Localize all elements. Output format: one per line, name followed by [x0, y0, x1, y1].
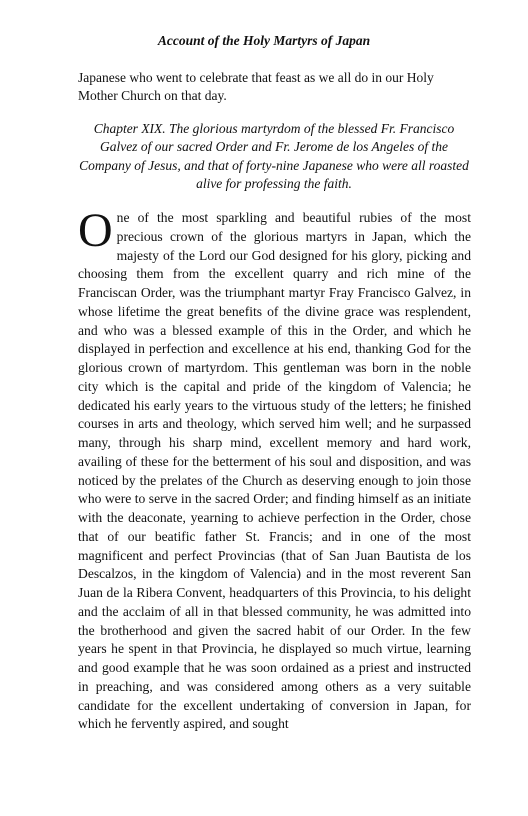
- drop-cap: O: [78, 204, 113, 257]
- chapter-heading: Chapter XIX. The glorious martyrdom of the blessed Fr. Francisco Galvez of our sacred Order and Fr. Jerome de los Angeles of the Company of Jesus, and that of forty-nine Japanese who were all roasted alive for professing the faith.: [79, 121, 469, 191]
- running-head: Account of the Holy Martyrs of Japan: [157, 33, 371, 48]
- intro-paragraph: Japanese who went to celebrate that feast as we all do in our Holy Mother Church on that day.: [78, 70, 434, 103]
- body-paragraph: [78, 204, 471, 734]
- body-text: ne of the most sparkling and beautiful rubies of the most precious crown of the glorious martyrs in Japan, which the majesty of the Lord our God designed for his glory, picking and choosing them from the excellent quarry and rich mine of the Franciscan Order, was the triumphant martyr Fray Francisco Galvez, in whose lifetime the great benefits of the divine grace was resplendent, and who was a blessed example of this in the Order, and which he displayed in perfection and excellence at his end, thanking God for the glorious crown of martyrdom. This gentleman was born in the noble city which is the capital and pride of the kingdom of Valencia; he dedicated his early years to the virtuous study of the letters; he finished courses in arts and theology, which served him well; and he surpassed many, through his sharp mind, excellent memory and hard work, availing of these for the betterment of his soul and disposition, and was noticed by the prelates of the Church as deserving enough to join those who were to serve in the sacred Order; and finding himself as an initiate with the deaconate, yearning to achieve perfection in the Order, chose that of our beatific father St. Francis; and in one of the most magnificent and perfect Provincias (that of San Juan Bautista de los Descalzos, in the kingdom of Valencia) and in the most reverent San Juan de la Ribera Convent, headquarters of this Provincia, to his delight and the acclaim of all in that blessed community, he was admitted into the brotherhood and given the sacred habit of our Order. In the few years he spent in that Provincia, he displayed so much virtue, learning and good example that he was soon ordained as a priest and instructed in preaching, and was considered among others as a very suitable candidate for the excellent undertaking of conversion in Japan, for which he fervently aspired, and sought: [78, 210, 471, 732]
